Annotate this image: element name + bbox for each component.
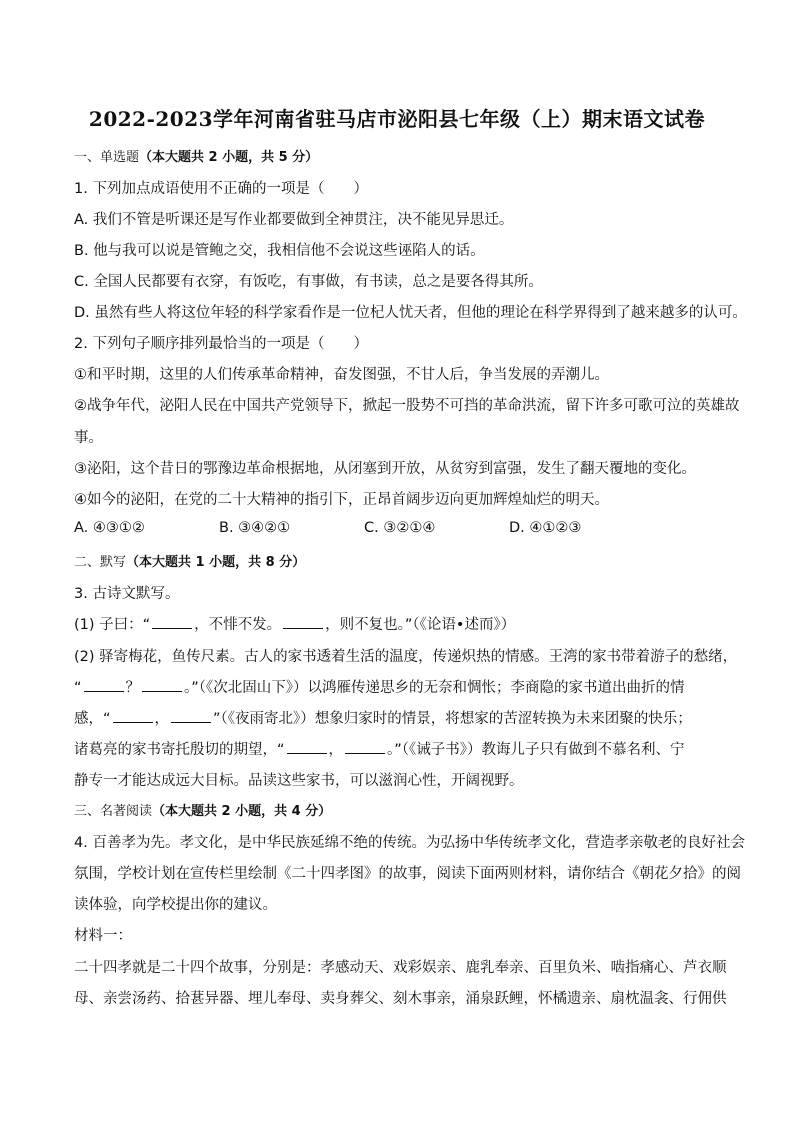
question-3-part-2-line-5: 静专一才能达成远大目标。品读这些家书，可以滋润心性，开阔视野。	[74, 773, 524, 789]
question-3-stem: 3. 古诗文默写。	[74, 586, 180, 602]
question-2-sentence-1: ①和平时期，这里的人们传承革命精神，奋发图强，不甘人后，争当发展的弄潮儿。	[74, 367, 609, 383]
question-3-part-2-line-1: (2) 驿寄梅花，鱼传尺素。古人的家书透着生活的温度，传递炽热的情感。王湾的家书带着游子的愁绪，	[74, 649, 738, 665]
question-2-sentence-2: ②战争年代，泌阳人民在中国共产党领导下，掀起一股势不可挡的革命洪流，留下许多可歌可泣的英雄故	[74, 398, 740, 414]
material-1-label: 材料一：	[74, 928, 132, 944]
material-1-text-line-1: 二十四孝就是二十四个故事，分别是：孝感动天、戏彩娱亲、鹿乳奉亲、百里负米、啮指痛心、芦衣顺	[74, 960, 727, 976]
option-d: D. ④①②③	[509, 520, 582, 536]
option-a: A. ④③①②	[74, 520, 145, 536]
question-3-part-2-line-2: “ ？ 。”（《次北固山下》）以鸿雁传递思乡的无奈和惆怅；李商隐的家书道出曲折的情	[74, 676, 685, 697]
question-4-line-1: 4. 百善孝为先。孝文化，是中华民族延绵不绝的传统。为弘扬中华传统孝文化，营造孝亲敬老的良好社会	[74, 835, 745, 851]
question-2-stem: 2. 下列句子顺序排列最恰当的一项是（ ）	[74, 336, 368, 352]
question-3-part-2-line-4: 诸葛亮的家书寄托殷切的期望，“ ， 。”（《诫子书》）教诲儿子只有做到不慕名利、宁	[74, 738, 685, 759]
option-c: C. ③②①④	[364, 520, 436, 536]
question-1-stem: 1. 下列加点成语使用不正确的一项是（ ）	[74, 181, 368, 197]
section-heading-3: 三、名著阅读（本大题共 2 小题，共 4 分）	[74, 804, 332, 819]
answer-blank[interactable]	[171, 708, 211, 723]
question-4-line-3: 读体验，向学校提出你的建议。	[74, 897, 277, 913]
question-4-line-2: 氛围，学校计划在宣传栏里绘制《二十四孝图》的故事，阅读下面两则材料，请你结合《朝花夕拾》的阅	[74, 866, 741, 882]
question-1-option-d: D. 虽然有些人将这位年轻的科学家看作是一位杞人忧天者，但他的理论在科学界得到了越来越多的认可。	[74, 305, 747, 321]
question-1-option-c: C. 全国人民都要有衣穿，有饭吃，有事做，有书读，总之是要各得其所。	[74, 274, 543, 290]
question-3-part-2-line-3: 感，“ ， ”（《夜雨寄北》）想象归家时的情景，将想家的苦涩转换为未来团聚的快乐；	[74, 707, 692, 728]
answer-blank[interactable]	[152, 614, 192, 629]
question-1-option-a: A. 我们不管是听课还是写作业都要做到全神贯注，决不能见异思迁。	[74, 212, 514, 228]
answer-blank[interactable]	[113, 708, 153, 723]
answer-blank[interactable]	[283, 614, 323, 629]
question-2-options	[74, 520, 654, 536]
page-title: 2022-2023学年河南省驻马店市泌阳县七年级（上）期末语文试卷	[88, 107, 706, 131]
answer-blank[interactable]	[345, 739, 385, 754]
question-3-part-1: (1) 子曰：“ ，不悱不发。 ，则不复也。”（《论语•述而》）	[74, 613, 515, 634]
material-1-text-line-2: 母、亲尝汤药、拾葚异器、埋儿奉母、卖身葬父、刻木事亲，涌泉跃鲤，怀橘遗亲、扇枕温衾、行佣供	[74, 991, 727, 1007]
answer-blank[interactable]	[84, 677, 124, 692]
question-2-sentence-4: ④如今的泌阳，在党的二十大精神的指引下，正昂首阔步迈向更加辉煌灿烂的明天。	[74, 492, 609, 508]
section-heading-2: 二、默写（本大题共 1 小题，共 8 分）	[74, 555, 306, 570]
question-1-option-b: B. 他与我可以说是管鲍之交，我相信他不会说这些诬陷人的话。	[74, 243, 485, 259]
question-2-sentence-3: ③泌阳，这个昔日的鄂豫边革命根据地，从闭塞到开放，从贫穷到富强，发生了翻天覆地的变化。	[74, 461, 696, 477]
option-b: B. ③④②①	[219, 520, 291, 536]
answer-blank[interactable]	[142, 677, 182, 692]
section-heading-1: 一、单选题（本大题共 2 小题，共 5 分）	[74, 150, 319, 165]
answer-blank[interactable]	[287, 739, 327, 754]
question-2-sentence-2-cont: 事。	[74, 430, 103, 446]
